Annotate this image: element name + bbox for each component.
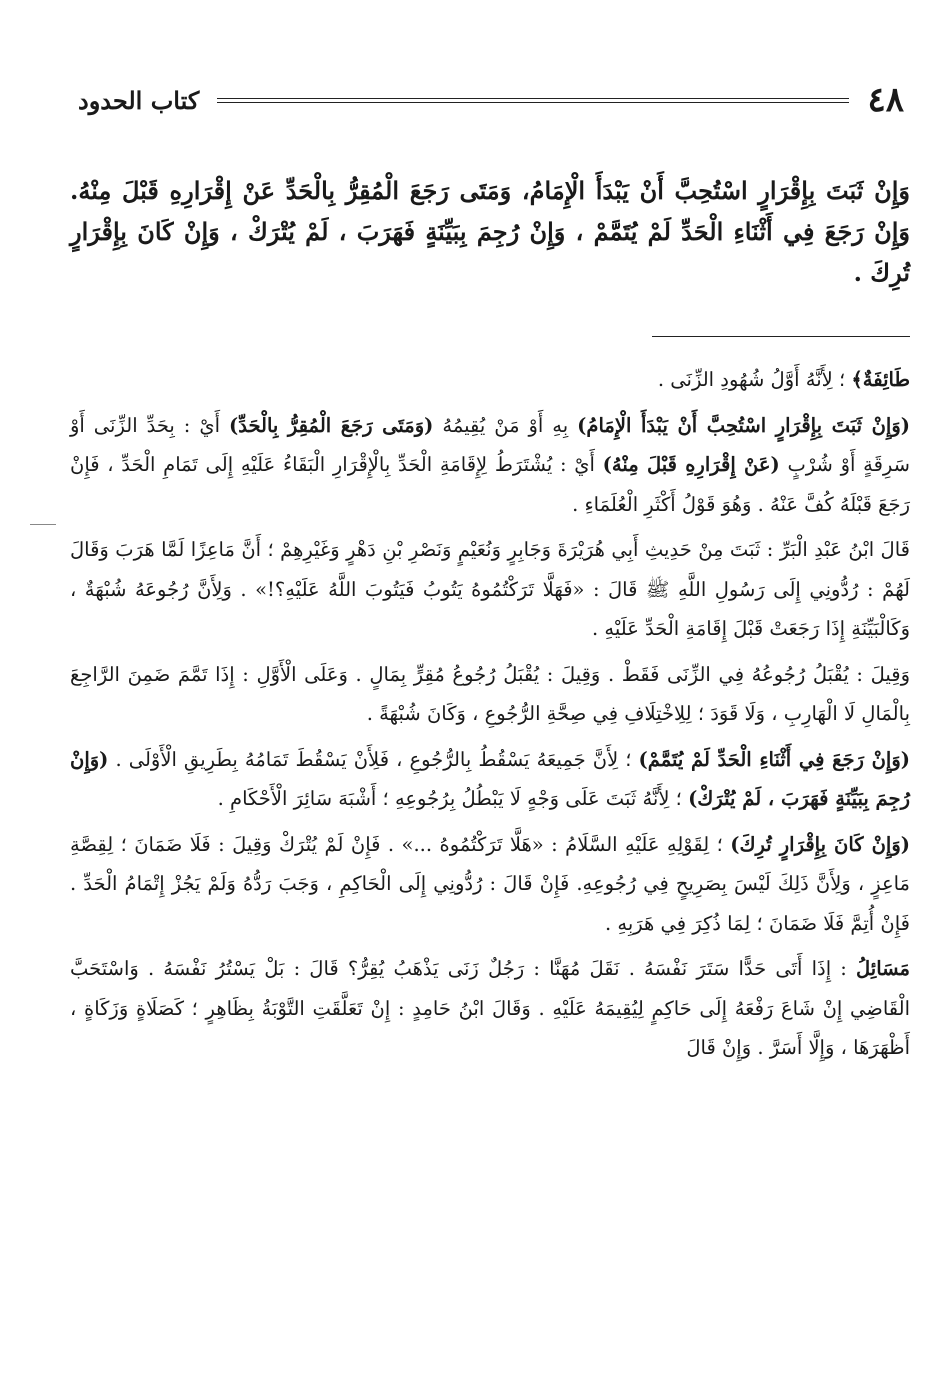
footnote-divider [652, 336, 910, 337]
matn-quote: (وَإِنْ كَانَ بِإِقْرَارٍ تُرِكَ) [730, 832, 910, 856]
matn-quote: (عَنْ إِقْرَارِهِ قَبْلَ مِنْهُ) [602, 453, 780, 476]
commentary-run: ؛ لِأَنَّ جَمِيعَهُ يَسْقُطُ بِالرُّجُوعِ ، فَلِأَنْ يَسْقُطَ تَمَامُهُ بِطَرِيقِ الْأَوْلَى . [108, 747, 639, 771]
matn-quote: طَائِفَةٌ﴾ [851, 368, 910, 391]
page-number: ٤٨ [867, 80, 904, 120]
commentary-paragraph [70, 825, 910, 944]
commentary-run: أَيْ : بِحَدِّ الزِّنَى أَوْ سَرِقَةٍ أَوْ شُرْبٍ [70, 413, 910, 476]
commentary-run: وَقِيلَ : يُقْبَلُ رُجُوعُهُ فِي الزِّنَى فَقَطْ . وَقِيلَ : يُقْبَلُ رُجُوعُ مُقِرٍّ بِمَالٍ . وَعَلَى الْأَوَّلِ : إِذَا تَمَّمَ ضَمِنَ الرَّاجِعَ بِالْمَالِ لَا الْهَارِبِ ، وَلَا قَوَدَ ؛ لِلِاخْتِلَافِ فِي صِحَّةِ الرُّجُوعِ ، وَكَانَ شُبْهَةً . [70, 662, 910, 725]
commentary-run: ؛ لِقَوْلِهِ عَلَيْهِ السَّلَامُ : «هَلَّا تَرَكْتُمُوهُ ...» . فَإِنْ لَمْ يُتْرَكْ وَقِيلَ : فَلَا ضَمَانَ ؛ لِقِصَّةِ مَاعِزٍ ، وَلِأَنَّ ذَلِكَ لَيْسَ بِصَرِيحٍ فِي رُجُوعِهِ. فَإِنْ قَالَ : رُدُّونِي إِلَى الْحَاكِمِ ، وَجَبَ رَدُّهُ وَلَمْ يَجُزْ إِتْمَامُ الْحَدِّ . فَإِنْ أُتِمَّ فَلَا ضَمَانَ ؛ لِمَا ذُكِرَ فِي هَرَبِهِ . [70, 832, 910, 935]
commentary-paragraph [70, 530, 910, 649]
header-rule [217, 98, 849, 103]
commentary-paragraph [70, 740, 910, 819]
commentary-paragraph [70, 655, 910, 734]
matn-quote: (وَإِنْ رَجَعَ فِي أَثْنَاءِ الْحَدِّ لَمْ يُتَمَّمْ) [638, 747, 910, 771]
commentary-run: أَيْ : يُشْتَرَطُ لِإِقَامَةِ الْحَدِّ بِالْإِقْرَارِ الْبَقَاءُ عَلَيْهِ إِلَى تَمَامِ الْحَدِّ ، فَإِنْ رَجَعَ قَبْلَهُ كُفَّ عَنْهُ . وَهُوَ قَوْلُ أَكْثَرِ الْعُلَمَاءِ . [70, 453, 910, 516]
commentary-run: قَالَ ابْنُ عَبْدِ الْبَرِّ : ثَبَتَ مِنْ حَدِيثِ أَبِي هُرَيْرَةَ وَجَابِرٍ وَنُعَيْمٍ وَنَصْرِ بْنِ دَهْرٍ وَغَيْرِهِمْ ؛ أَنَّ مَاعِزًا لَمَّا هَرَبَ وَقَالَ لَهُمْ : رُدُّونِي إِلَى رَسُولِ اللَّهِ ﷺ قَالَ : «فَهَلَّا تَرَكْتُمُوهُ يَتُوبُ فَيَتُوبَ اللَّهُ عَلَيْهِ؟!» . وَلِأَنَّ رُجُوعَهُ شُبْهَةٌ ، وَكَالْبَيِّنَةِ إِذَا رَجَعَتْ قَبْلَ إِقَامَةِ الْحَدِّ عَلَيْهِ . [70, 538, 910, 640]
matn-text: وَإِنْ ثَبَتَ بِإِقْرَارٍ اسْتُحِبَّ أَنْ يَبْدَأَ الْإِمَامُ، وَمَتَى رَجَعَ الْمُقِرُّ بِالْحَدِّ عَنْ إِقْرَارِهِ قَبْلَ مِنْهُ. وَإِنْ رَجَعَ فِي أَثْنَاءِ الْحَدِّ لَمْ يُتَمَّمْ ، وَإِنْ رُجِمَ بِبَيِّنَةٍ فَهَرَبَ ، لَمْ يُتْرَكْ ، وَإِنْ كَانَ بِإِقْرَارٍ تُرِكَ . [70, 176, 910, 287]
commentary-run: ؛ لِأَنَّهُ أَوَّلُ شُهُودِ الزِّنَى . [657, 368, 852, 391]
commentary [70, 360, 910, 1074]
commentary-paragraph [70, 360, 910, 400]
matn-quote: مَسَائِلُ [856, 957, 910, 980]
commentary-paragraph [70, 406, 910, 525]
matn-quote: (وَإِنْ رُجِمَ بِبَيِّنَةٍ فَهَرَبَ ، لَمْ يُتْرَكْ) [70, 747, 910, 810]
commentary-run: ؛ لِأَنَّهُ ثَبَتَ عَلَى وَجْهٍ لَا يَبْطُلُ بِرُجُوعِهِ ؛ أَشْبَهَ سَائِرَ الْأَحْكَامِ . [217, 787, 689, 810]
commentary-run: : إِذَا أَتَى حَدًّا سَتَرَ نَفْسَهُ . نَقَلَ مُهَنَّا : رَجُلٌ زَنَى يَذْهَبُ يُقِرُّ؟ قَالَ : بَلْ يَسْتُرُ نَفْسَهُ . وَاسْتَحَبَّ الْقَاضِي إِنْ شَاعَ رَفْعَهُ إِلَى حَاكِمٍ لِيُقِيمَهُ عَلَيْهِ . وَقَالَ ابْنُ حَامِدٍ : إِنْ تَعَلَّقَتِ التَّوْبَةُ بِظَاهِرٍ ؛ كَصَلَاةٍ وَزَكَاةٍ ، أَظْهَرَهَا ، وَإِلَّا أَسَرَّ . وَإِنْ قَالَ [70, 957, 910, 1059]
commentary-run: بِهِ أَوْ مَنْ يُقِيمُهُ [433, 413, 578, 437]
matn-quote: (وَإِنْ ثَبَتَ بِإِقْرَارٍ اسْتُحِبَّ أَنْ يَبْدَأَ الْإِمَامُ) [577, 413, 910, 437]
book-title: كتاب الحدود [78, 85, 200, 115]
margin-mark [30, 524, 56, 525]
matn-quote: (وَمَتَى رَجَعَ الْمُقِرُّ بِالْحَدِّ) [229, 413, 434, 437]
commentary-paragraph [70, 949, 910, 1068]
running-header [70, 78, 910, 122]
